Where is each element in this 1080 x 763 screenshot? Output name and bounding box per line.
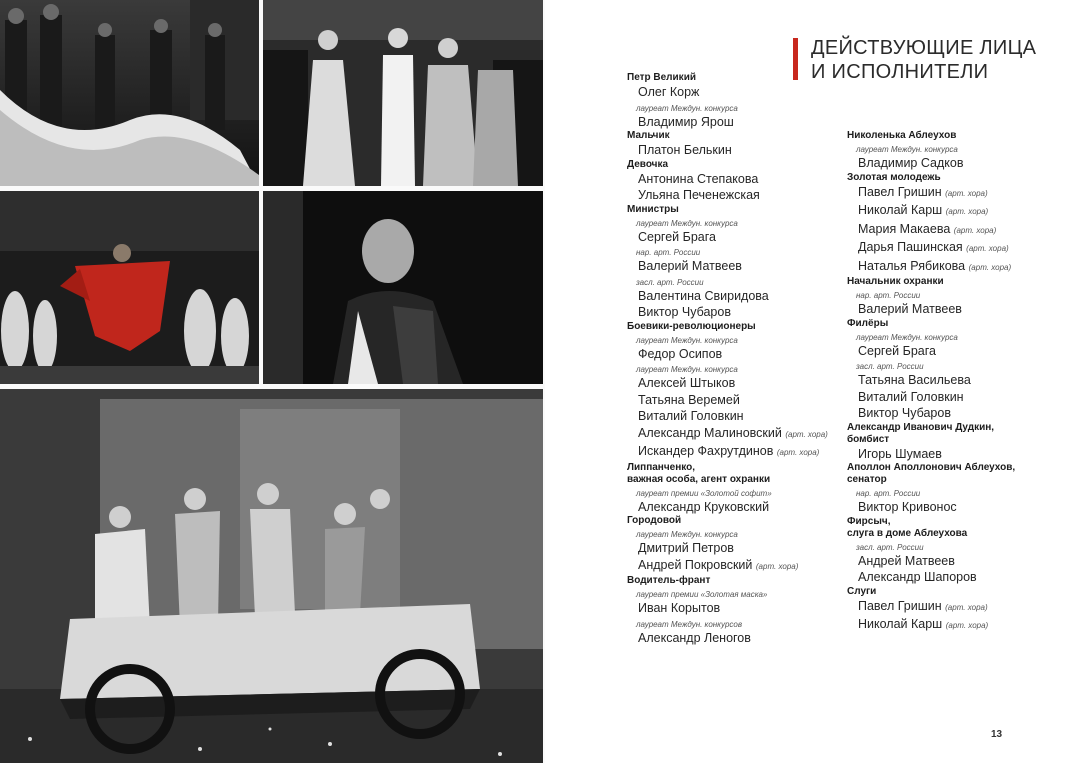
performer-title: нар. арт. России: [636, 248, 701, 257]
performer-name: Платон Белькин: [638, 143, 732, 157]
performer-note: (арт. хора): [755, 561, 799, 571]
performer-title: засл. арт. России: [636, 277, 704, 287]
performer-line: [627, 142, 847, 159]
performer-title: нар. арт. России: [856, 489, 921, 498]
performer-line: [847, 239, 1067, 258]
performer-line: [847, 553, 1067, 570]
performer-name: Антонина Степакова: [638, 171, 759, 186]
performer-name: Игорь Шумаев: [858, 446, 942, 461]
performer-name: Искандер Фахрутдинов: [638, 444, 774, 458]
performer-name: Валентина Свиридова: [638, 288, 769, 303]
performer-name: Федор Осипов: [638, 346, 723, 361]
performer-line: [847, 221, 1067, 240]
performer-title: лауреат Междун. конкурса: [636, 218, 738, 228]
performer-name: Сергей Брага: [638, 229, 716, 244]
performer-name: Валерий Матвеев: [638, 259, 742, 273]
performer-line: [847, 616, 1067, 635]
performer-line: [627, 84, 847, 101]
performer-line: [627, 630, 847, 647]
performer-line: [627, 258, 847, 275]
cast-column-right: [847, 130, 1067, 635]
performer-line: [847, 598, 1067, 617]
performer-line: [627, 392, 847, 409]
cast-entry: [847, 462, 1067, 516]
photo-scene-automobile: [0, 389, 543, 763]
cast-entry: [847, 130, 1067, 172]
performer-name: Владимир Ярош: [638, 114, 734, 129]
role-name: Городовой: [627, 515, 682, 526]
performer-title: лауреат Междун. конкурса: [636, 103, 738, 113]
cast-entry: [627, 321, 847, 462]
cast-column-left: [627, 72, 847, 646]
performer-title: лауреат Междун. конкурсов: [636, 619, 743, 629]
performer-name: Дарья Пашинская: [858, 240, 963, 254]
performer-name: Александр Шапоров: [858, 570, 977, 584]
performer-name: Татьяна Веремей: [638, 392, 740, 407]
performer-line: [847, 569, 1067, 586]
performer-title: лауреат премии «Золотой софит»: [636, 488, 772, 498]
performer-name: Наталья Рябикова: [858, 258, 966, 273]
performer-line: [627, 171, 847, 188]
cast-entry: [627, 72, 847, 130]
performer-title: нар. арт. России: [856, 291, 921, 300]
performer-line: [847, 446, 1067, 463]
performer-note: (арт. хора): [945, 602, 988, 612]
performer-line: [627, 229, 847, 246]
performer-line: [847, 155, 1067, 172]
performer-title: лауреат Междун. конкурса: [636, 365, 738, 374]
performer-name: Олег Корж: [638, 85, 700, 99]
performer-line: [847, 184, 1067, 203]
performer-name: Мария Макаева: [858, 221, 951, 236]
performer-title: лауреат Междун. конкурса: [636, 530, 738, 539]
performer-line: [847, 405, 1067, 422]
performer-title: засл. арт. России: [856, 542, 924, 552]
role-name: Золотая молодежь: [847, 171, 941, 183]
performer-line: [627, 499, 847, 516]
performer-name: Владимир Садков: [858, 156, 964, 170]
performer-name: Алексей Штыков: [638, 376, 736, 390]
performer-line: [627, 288, 847, 305]
performer-title: лауреат Междун. конкурса: [856, 145, 958, 154]
performer-name: Виктор Чубаров: [858, 406, 951, 420]
performer-title: лауреат Междун. конкурса: [856, 332, 958, 342]
cast-entry: [627, 130, 847, 159]
performer-line: [847, 343, 1067, 360]
performer-name: Сергей Брага: [858, 343, 936, 358]
performer-name: Виталий Головкин: [858, 389, 964, 404]
performer-name: Виталий Головкин: [638, 409, 744, 423]
performer-note: (арт. хора): [953, 225, 997, 235]
performer-name: Александр Леногов: [638, 630, 751, 645]
performer-name: Павел Гришин: [858, 598, 942, 613]
performer-name: Николай Карш: [858, 203, 943, 217]
role-name: Аполлон Аполлонович Аблеухов, сенатор: [847, 462, 1016, 485]
page-title-line-2: И ИСПОЛНИТЕЛИ: [811, 61, 989, 83]
performer-line: [627, 304, 847, 321]
performer-note: (арт. хора): [945, 621, 989, 630]
performer-note: (арт. хора): [785, 429, 828, 439]
performer-name: Павел Гришин: [858, 184, 942, 199]
performer-line: [627, 425, 847, 444]
performer-line: [627, 375, 847, 392]
performer-name: Иван Корытов: [638, 601, 721, 615]
cast-entry: [627, 159, 847, 204]
role-name: Слуги: [847, 585, 877, 597]
role-name: Девочка: [627, 158, 669, 170]
role-name: Начальник охранки: [847, 276, 944, 287]
role-name: Мальчик: [627, 130, 670, 141]
performer-line: [627, 114, 847, 131]
performer-line: [847, 499, 1067, 516]
performer-line: [847, 301, 1067, 318]
performer-title: лауреат премии «Золотая маска»: [636, 590, 768, 599]
performer-name: Дмитрий Петров: [638, 541, 734, 555]
cast-entry: [847, 276, 1067, 318]
performer-title: засл. арт. России: [856, 362, 924, 371]
performer-name: Андрей Матвеев: [858, 553, 955, 568]
performer-line: [847, 372, 1067, 389]
cast-entry: [847, 172, 1067, 277]
performer-name: Александр Малиновский: [638, 425, 782, 440]
performer-note: (арт. хора): [945, 188, 988, 198]
cast-entry: [627, 462, 847, 516]
role-name: Фирсыч, слуга в доме Аблеухова: [847, 515, 968, 539]
performer-name: Александр Круковский: [638, 499, 770, 514]
role-name: Александр Иванович Дудкин, бомбист: [847, 421, 995, 445]
performer-line: [847, 389, 1067, 406]
role-name: Боевики-революционеры: [627, 320, 756, 332]
performer-line: [627, 443, 847, 462]
cast-entry: [627, 575, 847, 646]
photo-scene-red-cape: [0, 191, 259, 384]
cast-page: [545, 0, 1080, 763]
cast-entry: [847, 318, 1067, 422]
cast-entry: [627, 204, 847, 321]
performer-line: [847, 258, 1067, 277]
performer-note: (арт. хора): [945, 207, 989, 216]
role-name: Липпанченко, важная особа, агент охранки: [627, 461, 771, 485]
cast-entry: [847, 422, 1067, 463]
performer-note: (арт. хора): [968, 262, 1012, 272]
role-name: Филёры: [847, 317, 889, 329]
role-name: Министры: [627, 203, 679, 215]
performer-line: [627, 187, 847, 204]
role-name: Петр Великий: [627, 72, 696, 83]
cast-entry: [847, 586, 1067, 635]
performer-line: [627, 346, 847, 363]
photo-scene-flag: [0, 0, 259, 186]
performer-line: [627, 600, 847, 617]
performer-line: [627, 557, 847, 576]
performer-name: Ульяна Печенежская: [638, 188, 760, 202]
page-number: 13: [991, 729, 1003, 740]
cast-entry: [627, 515, 847, 575]
performer-note: (арт. хора): [966, 244, 1009, 253]
page-title-line-1: ДЕЙСТВУЮЩИЕ ЛИЦА: [811, 37, 1037, 59]
performer-line: [627, 540, 847, 557]
role-name: Водитель-франт: [627, 575, 711, 586]
performer-name: Валерий Матвеев: [858, 302, 962, 316]
performer-line: [847, 202, 1067, 221]
role-name: Николенька Аблеухов: [847, 130, 957, 141]
performer-name: Николай Карш: [858, 617, 943, 631]
performer-name: Татьяна Васильева: [858, 373, 971, 387]
performer-name: Виктор Чубаров: [638, 305, 731, 319]
performer-name: Виктор Кривонос: [858, 500, 957, 514]
performer-note: (арт. хора): [776, 448, 820, 457]
photo-scene-portrait: [263, 191, 543, 384]
cast-entry: [847, 516, 1067, 586]
performer-title: лауреат Междун. конкурса: [636, 335, 738, 345]
photo-scene-ensemble: [263, 0, 543, 186]
performer-name: Андрей Покровский: [638, 557, 753, 572]
performer-line: [627, 408, 847, 425]
